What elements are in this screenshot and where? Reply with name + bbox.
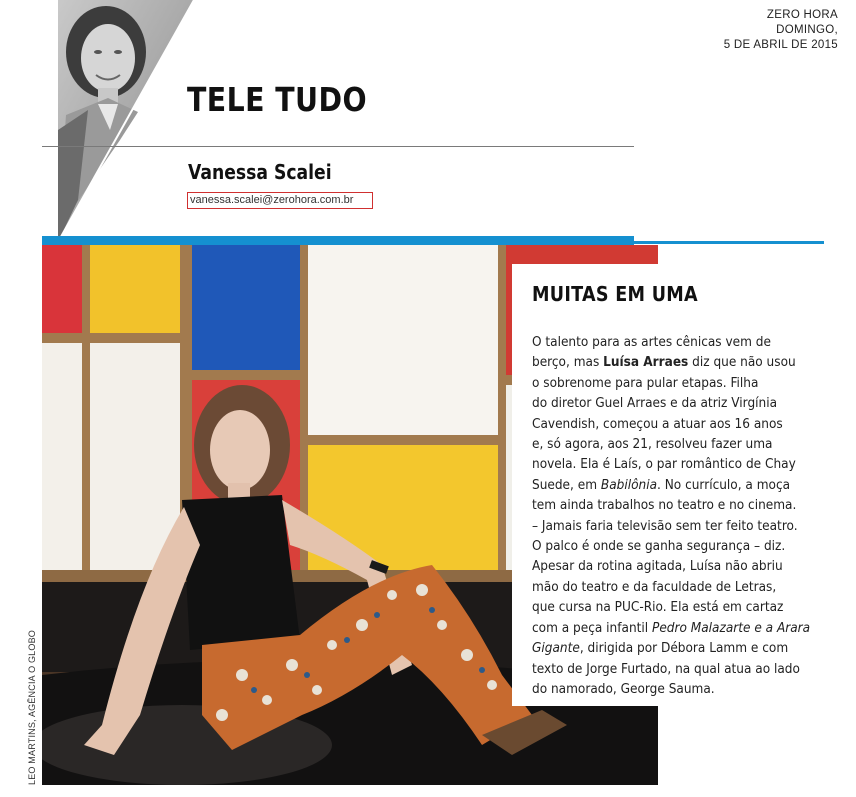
article-title: MUITAS EM UMA: [532, 282, 698, 306]
body-line: O palco é onde se ganha segurança – diz.: [532, 539, 786, 555]
columnist-email[interactable]: vanessa.scalei@zerohora.com.br: [187, 192, 373, 209]
dateline-date: 5 DE ABRIL DE 2015: [723, 39, 838, 51]
columnist-portrait: [58, 0, 194, 242]
body-line: que cursa na PUC-Rio. Ela está em cartaz: [532, 600, 784, 616]
accent-bar: [42, 236, 634, 245]
body-line: novela. Ela é Laís, o par romântico de Chay: [532, 457, 796, 473]
person-name-bold: Luísa Arraes: [603, 355, 689, 371]
body-line: O talento para as artes cênicas vem de: [532, 335, 771, 350]
body-line: Cavendish, começou a atuar aos 16 anos: [532, 416, 783, 432]
show-title-italic: Babilônia: [600, 477, 658, 493]
dateline-newspaper: ZERO HORA: [766, 9, 838, 21]
body-text-segment: . No currículo, a moça: [657, 477, 791, 493]
columnist-name: Vanessa Scalei: [188, 160, 332, 184]
body-line: mão do teatro e da faculdade de Letras,: [532, 579, 777, 595]
body-line: [532, 619, 822, 639]
article-body: [532, 333, 822, 700]
play-title-italic: Pedro Malazarte e a Arara: [652, 620, 811, 636]
body-line: texto de Jorge Furtado, na qual atua ao lado: [532, 661, 800, 677]
body-line: tem ainda trabalhos no teatro e no cinema.: [532, 498, 797, 514]
dateline: [724, 8, 838, 53]
accent-line: [634, 241, 824, 244]
body-text-segment: com a peça infantil: [532, 620, 653, 636]
play-title-italic: Gigante: [532, 641, 580, 657]
body-line: [532, 353, 822, 373]
body-text-segment: Suede, em: [532, 477, 601, 493]
body-text-segment: berço, mas: [532, 355, 604, 371]
body-line: do namorado, George Sauma.: [532, 681, 715, 697]
article-box: [512, 264, 822, 706]
body-line: e, só agora, aos 21, resolveu fazer uma: [532, 437, 773, 453]
body-text-segment: , dirigida por Débora Lamm e com: [579, 641, 789, 657]
body-line: – Jamais faria televisão sem ter feito teatro.: [532, 518, 798, 534]
photo-credit: LEO MARTINS, AGÊNCIA O GLOBO: [27, 630, 37, 785]
body-line: do diretor Guel Arraes e da atriz Virgínia: [532, 396, 778, 412]
body-line: Apesar da rotina agitada, Luísa não abriu: [532, 559, 783, 575]
header-divider: [42, 146, 634, 147]
section-title: TELE TUDO: [187, 80, 368, 119]
body-line: [532, 639, 822, 659]
body-line: o sobrenome para pular etapas. Filha: [532, 375, 759, 391]
body-line: [532, 476, 822, 496]
dateline-weekday: DOMINGO,: [776, 24, 838, 36]
body-text-segment: diz que não usou: [688, 355, 796, 371]
